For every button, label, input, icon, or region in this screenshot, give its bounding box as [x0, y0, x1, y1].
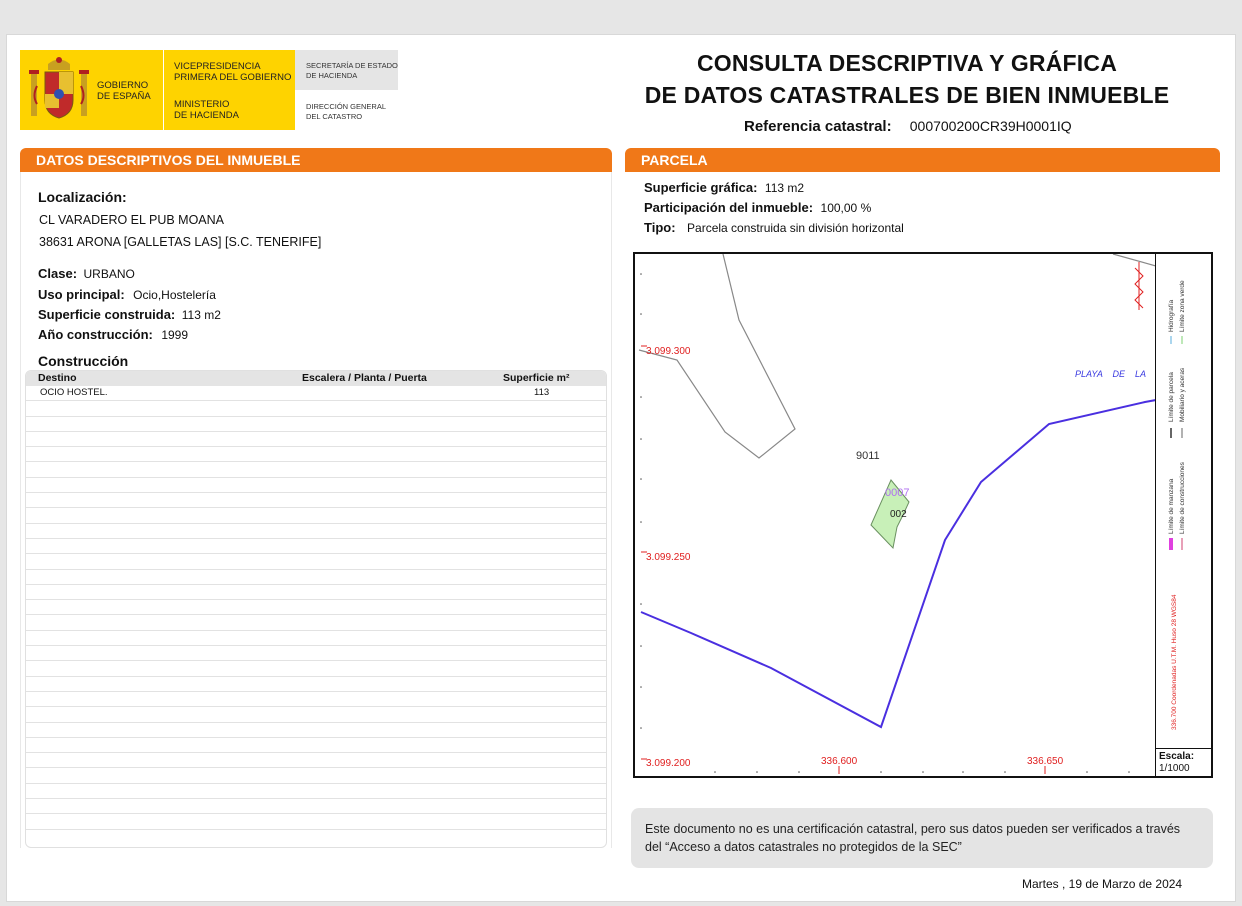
parcel-id-label: 0007 — [885, 487, 910, 499]
row-destino: OCIO HOSTEL. — [40, 387, 108, 398]
table-empty-row — [26, 707, 606, 722]
dir-line1: DIRECCIÓN GENERAL — [306, 102, 387, 111]
clase-row — [38, 266, 135, 281]
ref-label: Referencia catastral: — [744, 118, 892, 135]
clase-value: URBANO — [83, 267, 135, 281]
coord-y-3099300: 3.099.300 — [646, 346, 691, 357]
min-line2: DE HACIENDA — [174, 110, 239, 121]
table-empty-row — [26, 692, 606, 707]
government-logo — [20, 50, 398, 130]
document-date: Martes , 19 de Marzo de 2024 — [1022, 877, 1183, 891]
ref-value: 000700200CR39H0001IQ — [909, 118, 1072, 134]
document-title-line2: DE DATOS CATASTRALES DE BIEN INMUEBLE — [644, 82, 1170, 108]
vice-line1: VICEPRESIDENCIA — [174, 61, 261, 72]
legend-drawing — [1156, 254, 1212, 748]
scale-label: Escala: — [1159, 751, 1195, 762]
table-empty-row — [26, 631, 606, 646]
document-page — [6, 34, 1236, 902]
gobierno-text — [97, 80, 151, 102]
parcela-title: PARCELA — [641, 152, 708, 168]
cadastral-map — [633, 252, 1213, 778]
table-empty-row — [26, 539, 606, 554]
table-empty-row — [26, 508, 606, 523]
left-panel-edge-r — [611, 172, 612, 848]
parcel-boundary-line — [641, 400, 1155, 727]
secretaria-text — [306, 61, 398, 81]
col-escalera: Escalera / Planta / Puerta — [302, 372, 427, 384]
legend-hidrografia: Hidrografía — [1168, 299, 1175, 332]
dir-line2: DEL CATASTRO — [306, 112, 363, 121]
parcel-number-label: 9011 — [856, 450, 880, 462]
coord-x-336600: 336.600 — [821, 756, 858, 767]
participacion-value: 100,00 % — [820, 201, 872, 215]
sec-line2: DE HACIENDA — [306, 71, 358, 80]
hydro-symbol — [1135, 262, 1143, 310]
left-panel-edge-l — [20, 172, 21, 848]
table-header — [26, 371, 606, 386]
localizacion-label: Localización: — [38, 189, 127, 205]
participacion-row — [644, 200, 871, 215]
anio-row — [38, 327, 188, 342]
table-empty-row — [26, 524, 606, 539]
vice-line2: PRIMERA DEL GOBIERNO — [174, 72, 292, 83]
tipo-row — [644, 220, 904, 235]
coord-y-3099200: 3.099.200 — [646, 758, 691, 769]
superficie-value: 113 m2 — [181, 308, 221, 322]
referencia-catastral — [744, 118, 1072, 135]
table-empty-row — [26, 723, 606, 738]
scale-value: 1/1000 — [1159, 763, 1190, 774]
construccion-table — [25, 370, 607, 848]
map-legend — [1155, 254, 1213, 776]
building-label: 002 — [890, 509, 907, 520]
table-empty-row — [26, 462, 606, 477]
table-empty-row — [26, 554, 606, 569]
min-line1: MINISTERIO — [174, 99, 230, 110]
legend-coordinates: 336.700 Coordenadas U.T.M. Huso 28 WGS84 — [1171, 594, 1178, 730]
participacion-label: Participación del inmueble: — [644, 200, 814, 215]
table-empty-row — [26, 784, 606, 799]
table-empty-row — [26, 600, 606, 615]
table-empty-row — [26, 585, 606, 600]
table-empty-row — [26, 661, 606, 676]
legend-zona-verde: Límite zona verde — [1179, 280, 1186, 332]
empty-rows — [26, 401, 606, 829]
construccion-label: Construcción — [38, 353, 129, 369]
table-empty-row — [26, 615, 606, 630]
anio-label: Año construcción: — [38, 327, 153, 342]
scale-box — [1155, 748, 1211, 776]
tipo-label: Tipo: — [644, 220, 676, 235]
map-drawing — [635, 254, 1155, 776]
vicepresidencia-text — [174, 61, 291, 83]
gob-line2: DE ESPAÑA — [97, 91, 151, 102]
sec-line1: SECRETARÍA DE ESTADO — [306, 61, 398, 70]
table-empty-row — [26, 799, 606, 814]
table-row — [26, 386, 606, 401]
superficie-label: Superficie construida: — [38, 307, 176, 322]
document-title-line1: CONSULTA DESCRIPTIVA Y GRÁFICA — [696, 50, 1118, 76]
table-empty-row — [26, 738, 606, 753]
coord-x-336650: 336.650 — [1027, 756, 1064, 767]
datos-descriptivos-title: DATOS DESCRIPTIVOS DEL INMUEBLE — [36, 152, 301, 168]
table-empty-row — [26, 401, 606, 416]
legend-construcciones: Límite de construcciones — [1179, 462, 1186, 534]
sup-grafica-row — [644, 180, 804, 195]
sup-grafica-label: Superficie gráfica: — [644, 180, 758, 195]
anio-value: 1999 — [161, 328, 189, 342]
datos-descriptivos-header — [20, 148, 612, 172]
table-empty-row — [26, 493, 606, 508]
road-line-top-right — [1113, 254, 1155, 266]
legend-mobiliario: Mobiliario y aceras — [1179, 367, 1186, 422]
superficie-row — [38, 307, 221, 322]
table-empty-row — [26, 677, 606, 692]
coat-of-arms-icon — [28, 56, 90, 124]
gob-line1: GOBIERNO — [97, 80, 149, 91]
legend-parcela: Límite de parcela — [1168, 372, 1175, 422]
coord-y-3099250: 3.099.250 — [646, 552, 691, 563]
uso-value: Ocio,Hostelería — [133, 288, 216, 302]
table-empty-row — [26, 478, 606, 493]
logo-divider — [163, 50, 164, 130]
ministerio-text — [174, 99, 239, 121]
col-superficie: Superficie m² — [503, 372, 570, 384]
table-empty-row — [26, 646, 606, 661]
table-empty-row — [26, 753, 606, 768]
table-empty-row — [26, 768, 606, 783]
clase-label: Clase: — [38, 266, 78, 281]
coord-ticks — [641, 346, 1045, 774]
tipo-value: Parcela construida sin división horizontal — [687, 221, 904, 235]
table-empty-row — [26, 417, 606, 432]
direccion-text — [306, 102, 386, 122]
uso-row — [38, 287, 216, 302]
sup-grafica-value: 113 m2 — [764, 181, 805, 195]
beach-label: PLAYA DE LA — [1075, 369, 1147, 379]
parcela-header — [625, 148, 1220, 172]
table-empty-row — [26, 814, 606, 829]
col-destino: Destino — [38, 372, 77, 384]
table-empty-row — [26, 570, 606, 585]
table-empty-row — [26, 447, 606, 462]
row-superficie: 113 — [534, 387, 550, 398]
legend-manzana: Límite de manzana — [1168, 478, 1175, 534]
address-line2: 38631 ARONA [GALLETAS LAS] [S.C. TENERIFE] — [39, 235, 322, 249]
uso-label: Uso principal: — [38, 287, 125, 302]
table-empty-row — [26, 432, 606, 447]
disclaimer-note: Este documento no es una certificación catastral, pero sus datos pueden ser verificados a través del “Acceso a datos catastrales no protegidos de la SEC” — [631, 808, 1213, 868]
address-line1: CL VARADERO EL PUB MOANA — [39, 213, 224, 227]
